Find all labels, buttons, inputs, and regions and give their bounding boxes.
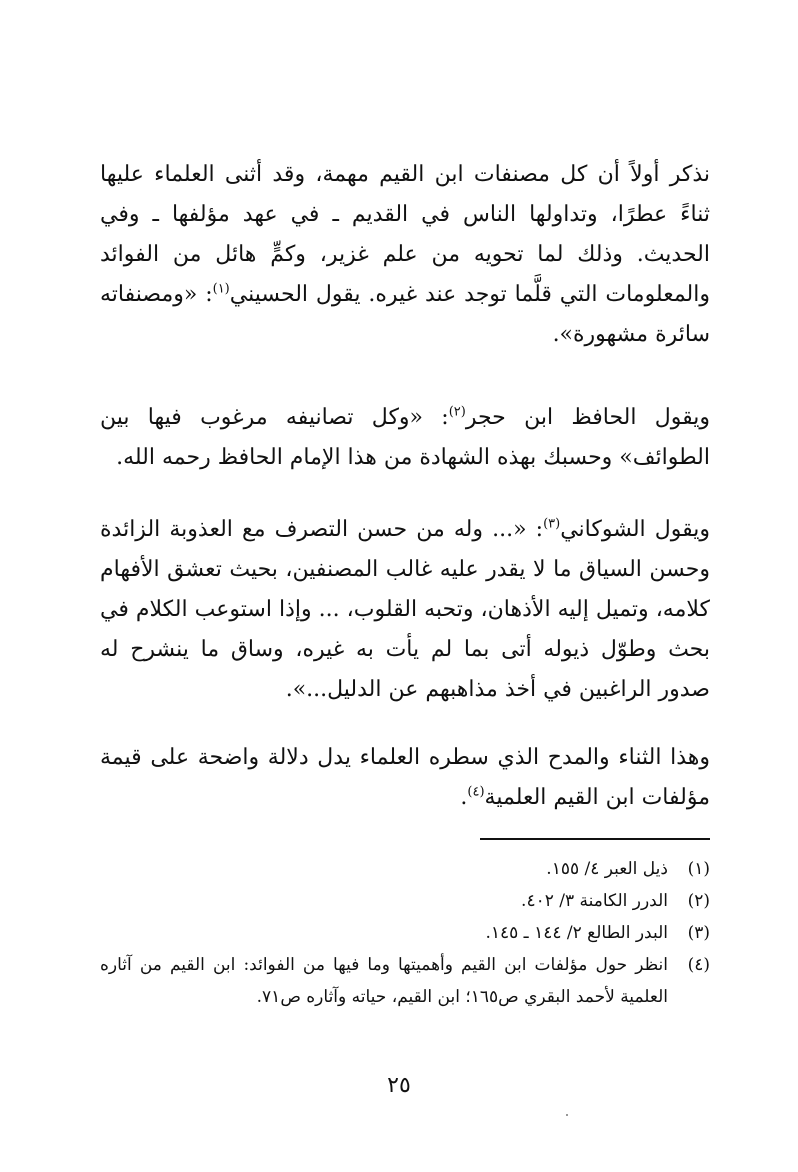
footnote-ref-2: (٢) bbox=[448, 404, 466, 420]
paragraph-1 bbox=[100, 155, 710, 355]
footnote-2 bbox=[100, 885, 710, 917]
paragraph-2 bbox=[100, 398, 710, 478]
footnote-3 bbox=[100, 917, 710, 949]
footnote-ref-3: (٣) bbox=[543, 516, 561, 532]
paragraph-3-intro: ويقول الشوكاني bbox=[560, 517, 710, 542]
footnote-divider bbox=[480, 838, 710, 840]
footnote-text: ذيل العبر ٤/ ١٥٥. bbox=[546, 859, 668, 879]
footnote-text: البدر الطالع ٢/ ١٤٤ ـ ١٤٥. bbox=[485, 923, 668, 943]
paragraph-4-end: . bbox=[460, 785, 468, 810]
paragraph-3-quote: : «... وله من حسن التصرف مع العذوبة الزائدة وحسن السياق ما لا يقدر عليه غالب المصنفين، بحيث تعشق الأفهام كلامه، وتميل إليه الأذهان، وتحبه القلوب، ... وإذا استوعب الكلام في بحث وطوّل ذيوله أتى بما لم يأت به غيره، وساق ما ينشرح له صدور الراغبين في أخذ مذاهبهم عن الدليل...». bbox=[100, 517, 710, 702]
paragraph-2-intro: ويقول الحافظ ابن حجر bbox=[465, 405, 710, 430]
footnote-1 bbox=[100, 853, 710, 885]
page-number: ٢٥ bbox=[387, 1073, 411, 1098]
footnote-number: (٢) bbox=[687, 891, 710, 911]
footnote-ref-4: (٤) bbox=[467, 784, 485, 800]
footnote-text: الدرر الكامنة ٣/ ٤٠٢. bbox=[521, 891, 668, 911]
paragraph-4-text: وهذا الثناء والمدح الذي سطره العلماء يدل دلالة واضحة على قيمة مؤلفات ابن القيم العلمية bbox=[100, 745, 710, 810]
paragraph-1-text: نذكر أولاً أن كل مصنفات ابن القيم مهمة، وقد أثنى العلماء عليها ثناءً عطرًا، وتداولها الناس في القديم ـ في عهد مؤلفها ـ وفي الحديث. وذلك لما تحويه من علم غزير، وكمٍّ هائل من الفوائد والمعلومات التي قلَّما توجد عند غيره. يقول الحسيني bbox=[100, 162, 710, 307]
footnotes-list bbox=[100, 853, 710, 1013]
paragraph-1-quote: : «ومصنفاته سائرة مشهورة». bbox=[100, 282, 710, 347]
footnote-text: انظر حول مؤلفات ابن القيم وأهميتها وما فيها من الفوائد: ابن القيم من آثاره العلمية لأحمد البقري ص١٦٥؛ ابن القيم، حياته وآثاره ص٧١. bbox=[100, 955, 668, 1007]
footnote-number: (٣) bbox=[687, 923, 710, 943]
footnote-number: (٤) bbox=[687, 955, 710, 975]
paragraph-2-quote: : «وكل تصانيفه مرغوب فيها بين الطوائف» وحسبك بهذه الشهادة من هذا الإمام الحافظ رحمه الله. bbox=[100, 405, 710, 470]
paragraph-4 bbox=[100, 738, 710, 818]
footnote-ref-1: (١) bbox=[212, 281, 230, 297]
paragraph-3 bbox=[100, 510, 710, 710]
footnote-number: (١) bbox=[687, 859, 710, 879]
scan-speck bbox=[566, 1114, 568, 1116]
footnote-4 bbox=[100, 949, 710, 1013]
